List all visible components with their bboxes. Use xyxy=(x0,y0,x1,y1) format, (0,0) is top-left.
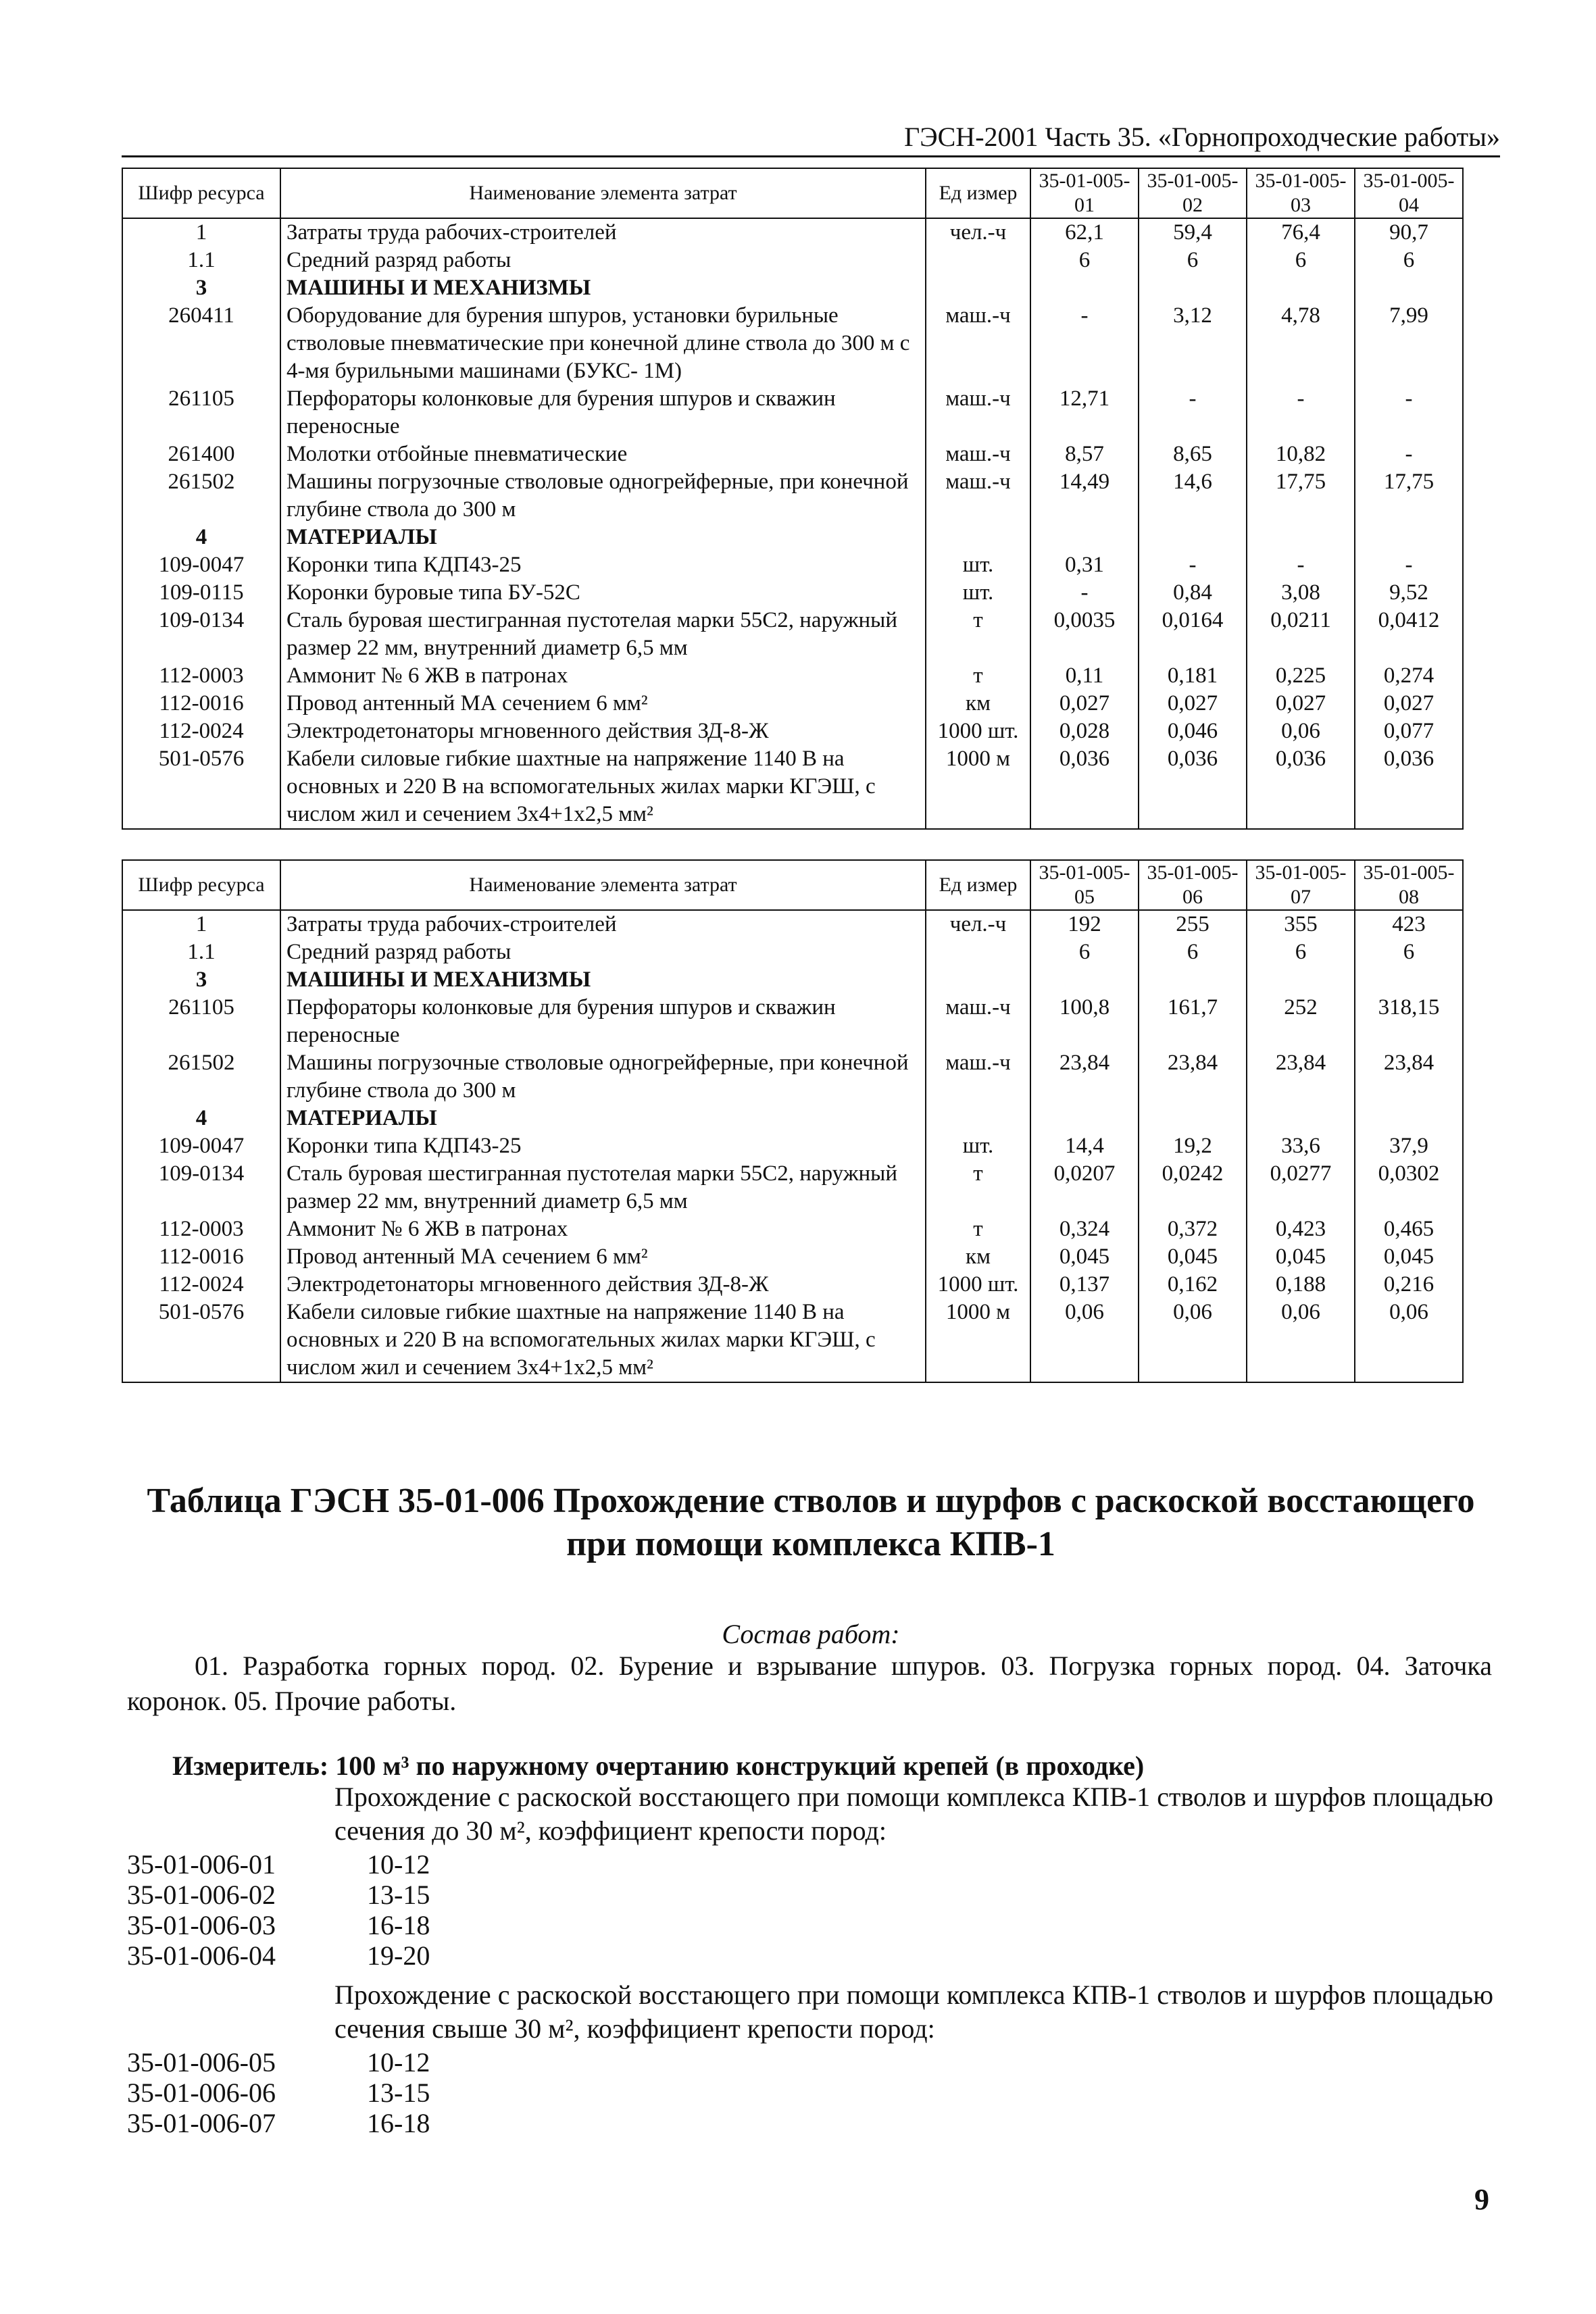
column-header-norm: 35-01-005-03 xyxy=(1247,168,1355,218)
norm-value: 10-12 xyxy=(367,2047,430,2078)
cell-value: 0,045 xyxy=(1030,1243,1139,1271)
list-item xyxy=(127,1910,430,1940)
cell-code: 112-0016 xyxy=(122,690,280,718)
table-row xyxy=(122,385,1463,441)
cell-value: 255 xyxy=(1139,910,1247,938)
cell-value: 0,06 xyxy=(1247,718,1355,745)
page-number: 9 xyxy=(1474,2183,1489,2216)
cell-code: 109-0115 xyxy=(122,579,280,607)
cell-code: 112-0003 xyxy=(122,662,280,690)
cell-name: Провод антенный МА сечением 6 мм² xyxy=(280,690,926,718)
table-row xyxy=(122,910,1463,938)
table-row xyxy=(122,1160,1463,1215)
list-item xyxy=(127,2047,430,2078)
cell-name: Машины погрузочные стволовые одногрейферные, при конечной глубине ствола до 300 м xyxy=(280,468,926,524)
section-row xyxy=(122,1105,1463,1132)
table-row xyxy=(122,938,1463,966)
cell-code: 3 xyxy=(122,274,280,302)
cell-value xyxy=(1139,274,1247,302)
cell-value: 6 xyxy=(1247,247,1355,274)
cell-unit: маш.-ч xyxy=(926,1049,1030,1105)
cell-unit: шт. xyxy=(926,551,1030,579)
cell-value: 23,84 xyxy=(1355,1049,1463,1105)
cell-value: 14,6 xyxy=(1139,468,1247,524)
cell-unit: чел.-ч xyxy=(926,218,1030,247)
cell-name: Коронки буровые типа БУ-52С xyxy=(280,579,926,607)
cell-value: 6 xyxy=(1355,938,1463,966)
cell-value: 0,06 xyxy=(1247,1299,1355,1382)
cell-value xyxy=(1355,1105,1463,1132)
cell-value: 90,7 xyxy=(1355,218,1463,247)
norm-value: 13-15 xyxy=(367,1880,430,1910)
table-row xyxy=(122,468,1463,524)
table-row xyxy=(122,1049,1463,1105)
cell-name: Перфораторы колонковые для бурения шпуров и скважин переносные xyxy=(280,385,926,441)
cell-value: 0,028 xyxy=(1030,718,1139,745)
cell-name: Кабели силовые гибкие шахтные на напряжение 1140 В на основных и 220 В на вспомогательных жилах марки КГЭШ, с числом жил и сечением 3х4+1х2,5 мм² xyxy=(280,745,926,829)
cell-value: 8,65 xyxy=(1139,441,1247,468)
table-row xyxy=(122,1132,1463,1160)
cell-name: Оборудование для бурения шпуров, установки бурильные стволовые пневматические при конечной длине ствола до 300 м с 4-мя бурильными машинами (БУКС- 1М) xyxy=(280,302,926,385)
cell-value: 14,49 xyxy=(1030,468,1139,524)
column-header-name: Наименование элемента затрат xyxy=(280,168,926,218)
norm-value: 13-15 xyxy=(367,2078,430,2108)
norm-value: 19-20 xyxy=(367,1940,430,1971)
cell-value: 33,6 xyxy=(1247,1132,1355,1160)
cell-code: 501-0576 xyxy=(122,745,280,829)
cell-name: Средний разряд работы xyxy=(280,247,926,274)
cell-unit: т xyxy=(926,607,1030,662)
cell-value: 423 xyxy=(1355,910,1463,938)
cell-value: 14,4 xyxy=(1030,1132,1139,1160)
cell-unit: км xyxy=(926,690,1030,718)
cell-value: 0,0211 xyxy=(1247,607,1355,662)
cell-code: 3 xyxy=(122,966,280,994)
cell-value: - xyxy=(1030,302,1139,385)
cell-value: 23,84 xyxy=(1247,1049,1355,1105)
cell-value: 3,08 xyxy=(1247,579,1355,607)
cell-value xyxy=(1030,966,1139,994)
cell-value: 0,465 xyxy=(1355,1215,1463,1243)
table-header-row xyxy=(122,168,1463,218)
table-row xyxy=(122,551,1463,579)
cell-code: 1.1 xyxy=(122,247,280,274)
cell-value: - xyxy=(1139,385,1247,441)
cell-value xyxy=(1139,966,1247,994)
table-row xyxy=(122,718,1463,745)
column-header-norm: 35-01-005-07 xyxy=(1247,860,1355,910)
cell-value: 0,188 xyxy=(1247,1271,1355,1299)
cell-code: 260411 xyxy=(122,302,280,385)
cell-value: 76,4 xyxy=(1247,218,1355,247)
cell-name: МАШИНЫ И МЕХАНИЗМЫ xyxy=(280,966,926,994)
cell-value xyxy=(1247,274,1355,302)
cell-value: 0,423 xyxy=(1247,1215,1355,1243)
cell-value: 0,027 xyxy=(1139,690,1247,718)
section-row xyxy=(122,524,1463,551)
cell-value: 59,4 xyxy=(1139,218,1247,247)
cell-value: 9,52 xyxy=(1355,579,1463,607)
cell-value: 0,137 xyxy=(1030,1271,1139,1299)
cell-unit: шт. xyxy=(926,579,1030,607)
cell-value: 0,06 xyxy=(1030,1299,1139,1382)
cell-unit: т xyxy=(926,662,1030,690)
cell-name: Аммонит № 6 ЖВ в патронах xyxy=(280,662,926,690)
norm-code: 35-01-006-01 xyxy=(127,1849,276,1880)
norm-code: 35-01-006-05 xyxy=(127,2047,276,2078)
list-item xyxy=(127,2108,430,2138)
list-item xyxy=(127,1880,430,1910)
norm-code: 35-01-006-06 xyxy=(127,2078,276,2108)
cell-code: 261400 xyxy=(122,441,280,468)
cell-value: 318,15 xyxy=(1355,994,1463,1049)
cell-value: 0,31 xyxy=(1030,551,1139,579)
cell-unit: т xyxy=(926,1215,1030,1243)
section-title: Таблица ГЭСН 35-01-006 Прохождение стволов и шурфов с раскоской восстающего при помощи комплекса КПВ-1 xyxy=(147,1482,1475,1563)
cell-name: Молотки отбойные пневматические xyxy=(280,441,926,468)
cell-name: Перфораторы колонковые для бурения шпуров и скважин переносные xyxy=(280,994,926,1049)
cell-value: 0,216 xyxy=(1355,1271,1463,1299)
cell-code: 1 xyxy=(122,218,280,247)
table-row xyxy=(122,1243,1463,1271)
cell-name: Кабели силовые гибкие шахтные на напряжение 1140 В на основных и 220 В на вспомогательных жилах марки КГЭШ, с числом жил и сечением 3х4+1х2,5 мм² xyxy=(280,1299,926,1382)
cell-value: 0,0164 xyxy=(1139,607,1247,662)
composition-text: 01. Разработка горных пород. 02. Бурение и взрывание шпуров. 03. Погрузка горных пород. 04. Заточка коронок. 05. Прочие работы. xyxy=(127,1651,1492,1716)
cell-value: 6 xyxy=(1030,938,1139,966)
running-header: ГЭСН-2001 Часть 35. «Горнопроходческие работы» xyxy=(122,120,1500,157)
norm-code: 35-01-006-07 xyxy=(127,2108,276,2138)
cell-value: 0,181 xyxy=(1139,662,1247,690)
cell-unit: маш.-ч xyxy=(926,385,1030,441)
cell-value xyxy=(1247,966,1355,994)
cell-value: 0,0207 xyxy=(1030,1160,1139,1215)
cell-value: 0,225 xyxy=(1247,662,1355,690)
cell-value xyxy=(1139,1105,1247,1132)
cell-value: 17,75 xyxy=(1355,468,1463,524)
cell-value: 0,274 xyxy=(1355,662,1463,690)
cell-value xyxy=(1355,524,1463,551)
norm-value: 16-18 xyxy=(367,2108,430,2138)
table-row xyxy=(122,607,1463,662)
cell-unit xyxy=(926,524,1030,551)
list-item xyxy=(127,1849,430,1880)
cell-value: 0,036 xyxy=(1355,745,1463,829)
cell-name: МАТЕРИАЛЫ xyxy=(280,1105,926,1132)
cell-value: 192 xyxy=(1030,910,1139,938)
cell-unit: маш.-ч xyxy=(926,468,1030,524)
cell-value: 23,84 xyxy=(1030,1049,1139,1105)
column-header-norm: 35-01-005-04 xyxy=(1355,168,1463,218)
cell-name: Средний разряд работы xyxy=(280,938,926,966)
table-row xyxy=(122,441,1463,468)
cell-value xyxy=(1139,524,1247,551)
column-header-name: Наименование элемента затрат xyxy=(280,860,926,910)
cell-name: Затраты труда рабочих-строителей xyxy=(280,910,926,938)
cell-name: Затраты труда рабочих-строителей xyxy=(280,218,926,247)
group-description: Прохождение с раскоской восстающего при помощи комплекса КПВ-1 стволов и шурфов площадью сечения свыше 30 м², коэффициент крепости пород: xyxy=(334,1980,1493,2044)
cell-value: 0,372 xyxy=(1139,1215,1247,1243)
meter-line: Измеритель: 100 м³ по наружному очертанию конструкций крепей (в проходке) xyxy=(172,1751,1145,1781)
cell-value xyxy=(1030,1105,1139,1132)
cell-value xyxy=(1355,274,1463,302)
cell-value: 0,0035 xyxy=(1030,607,1139,662)
cell-unit: 1000 м xyxy=(926,745,1030,829)
cell-unit xyxy=(926,966,1030,994)
cell-value: 0,84 xyxy=(1139,579,1247,607)
cell-value: - xyxy=(1355,385,1463,441)
resource-table-2 xyxy=(122,859,1464,1383)
table-row xyxy=(122,662,1463,690)
cell-value: 0,027 xyxy=(1030,690,1139,718)
cell-value: 0,162 xyxy=(1139,1271,1247,1299)
cell-value: - xyxy=(1355,551,1463,579)
cell-value: 0,036 xyxy=(1030,745,1139,829)
cell-unit xyxy=(926,247,1030,274)
cell-value: 0,06 xyxy=(1355,1299,1463,1382)
cell-value: 6 xyxy=(1247,938,1355,966)
table-row xyxy=(122,1215,1463,1243)
cell-code: 112-0003 xyxy=(122,1215,280,1243)
cell-code: 261105 xyxy=(122,994,280,1049)
cell-code: 261502 xyxy=(122,1049,280,1105)
table-row xyxy=(122,994,1463,1049)
cell-value: 62,1 xyxy=(1030,218,1139,247)
table-row xyxy=(122,690,1463,718)
cell-name: Аммонит № 6 ЖВ в патронах xyxy=(280,1215,926,1243)
cell-unit: шт. xyxy=(926,1132,1030,1160)
cell-name: МАШИНЫ И МЕХАНИЗМЫ xyxy=(280,274,926,302)
cell-value: 0,11 xyxy=(1030,662,1139,690)
cell-name: Электродетонаторы мгновенного действия ЗД-8-Ж xyxy=(280,718,926,745)
cell-value: 4,78 xyxy=(1247,302,1355,385)
cell-name: Коронки типа КДП43-25 xyxy=(280,1132,926,1160)
cell-value: 0,027 xyxy=(1247,690,1355,718)
cell-value: 100,8 xyxy=(1030,994,1139,1049)
norm-value: 10-12 xyxy=(367,1849,430,1880)
table-header-row xyxy=(122,860,1463,910)
cell-unit: маш.-ч xyxy=(926,441,1030,468)
cell-value: 0,077 xyxy=(1355,718,1463,745)
cell-value: 0,324 xyxy=(1030,1215,1139,1243)
cell-code: 1.1 xyxy=(122,938,280,966)
cell-value: 10,82 xyxy=(1247,441,1355,468)
cell-value xyxy=(1030,274,1139,302)
cell-value: 0,0412 xyxy=(1355,607,1463,662)
cell-code: 4 xyxy=(122,1105,280,1132)
column-header-code: Шифр ресурса xyxy=(122,860,280,910)
cell-unit: маш.-ч xyxy=(926,994,1030,1049)
column-header-code: Шифр ресурса xyxy=(122,168,280,218)
norm-value: 16-18 xyxy=(367,1910,430,1940)
cell-value: - xyxy=(1247,385,1355,441)
cell-unit xyxy=(926,1105,1030,1132)
cell-value: 19,2 xyxy=(1139,1132,1247,1160)
list-item xyxy=(127,1940,430,1971)
cell-value xyxy=(1355,966,1463,994)
table-row xyxy=(122,1299,1463,1382)
cell-code: 4 xyxy=(122,524,280,551)
cell-name: Коронки типа КДП43-25 xyxy=(280,551,926,579)
table-row xyxy=(122,745,1463,829)
cell-value xyxy=(1247,524,1355,551)
table-row xyxy=(122,247,1463,274)
list-item xyxy=(127,2078,430,2108)
cell-value: 7,99 xyxy=(1355,302,1463,385)
column-header-unit: Ед измер xyxy=(926,168,1030,218)
cell-value: 0,0302 xyxy=(1355,1160,1463,1215)
cell-value: - xyxy=(1355,441,1463,468)
cell-code: 261502 xyxy=(122,468,280,524)
cell-unit: 1000 м xyxy=(926,1299,1030,1382)
cell-name: МАТЕРИАЛЫ xyxy=(280,524,926,551)
cell-value: 12,71 xyxy=(1030,385,1139,441)
section-row xyxy=(122,274,1463,302)
cell-unit: 1000 шт. xyxy=(926,1271,1030,1299)
resource-table-1 xyxy=(122,168,1464,830)
cell-name: Сталь буровая шестигранная пустотелая марки 55С2, наружный размер 22 мм, внутренний диаметр 6,5 мм xyxy=(280,607,926,662)
cell-value: 252 xyxy=(1247,994,1355,1049)
cell-code: 109-0134 xyxy=(122,607,280,662)
cell-code: 1 xyxy=(122,910,280,938)
cell-value: 0,06 xyxy=(1139,1299,1247,1382)
cell-value: 6 xyxy=(1355,247,1463,274)
cell-value: 6 xyxy=(1030,247,1139,274)
cell-code: 261105 xyxy=(122,385,280,441)
cell-name: Провод антенный МА сечением 6 мм² xyxy=(280,1243,926,1271)
cell-value: - xyxy=(1030,579,1139,607)
cell-value: 0,036 xyxy=(1139,745,1247,829)
column-header-norm: 35-01-005-08 xyxy=(1355,860,1463,910)
cell-value: 3,12 xyxy=(1139,302,1247,385)
cell-code: 112-0024 xyxy=(122,1271,280,1299)
column-header-unit: Ед измер xyxy=(926,860,1030,910)
cell-value: 23,84 xyxy=(1139,1049,1247,1105)
cell-code: 109-0134 xyxy=(122,1160,280,1215)
cell-value: 0,027 xyxy=(1355,690,1463,718)
cell-value: - xyxy=(1247,551,1355,579)
table-row xyxy=(122,1271,1463,1299)
table-row xyxy=(122,302,1463,385)
cell-name: Электродетонаторы мгновенного действия ЗД-8-Ж xyxy=(280,1271,926,1299)
cell-unit: маш.-ч xyxy=(926,302,1030,385)
cell-unit: т xyxy=(926,1160,1030,1215)
norm-code-list xyxy=(127,2047,430,2138)
cell-value: 6 xyxy=(1139,938,1247,966)
norm-code: 35-01-006-03 xyxy=(127,1910,276,1940)
cell-value xyxy=(1247,1105,1355,1132)
cell-value: 0,046 xyxy=(1139,718,1247,745)
cell-value: 0,045 xyxy=(1355,1243,1463,1271)
composition-title: Состав работ: xyxy=(722,1619,900,1649)
cell-value: 17,75 xyxy=(1247,468,1355,524)
cell-value: 6 xyxy=(1139,247,1247,274)
cell-name: Машины погрузочные стволовые одногрейферные, при конечной глубине ствола до 300 м xyxy=(280,1049,926,1105)
cell-value: 0,045 xyxy=(1247,1243,1355,1271)
cell-unit xyxy=(926,938,1030,966)
column-header-norm: 35-01-005-02 xyxy=(1139,168,1247,218)
norm-code: 35-01-006-02 xyxy=(127,1880,276,1910)
column-header-norm: 35-01-005-05 xyxy=(1030,860,1139,910)
cell-value: - xyxy=(1139,551,1247,579)
column-header-norm: 35-01-005-06 xyxy=(1139,860,1247,910)
cell-code: 109-0047 xyxy=(122,1132,280,1160)
cell-code: 501-0576 xyxy=(122,1299,280,1382)
table-row xyxy=(122,579,1463,607)
table-row xyxy=(122,218,1463,247)
norm-code: 35-01-006-04 xyxy=(127,1940,276,1971)
cell-unit: км xyxy=(926,1243,1030,1271)
section-row xyxy=(122,966,1463,994)
cell-value xyxy=(1030,524,1139,551)
norm-code-list xyxy=(127,1849,430,1971)
cell-code: 112-0024 xyxy=(122,718,280,745)
cell-value: 0,045 xyxy=(1139,1243,1247,1271)
cell-unit: 1000 шт. xyxy=(926,718,1030,745)
cell-code: 112-0016 xyxy=(122,1243,280,1271)
cell-value: 0,0277 xyxy=(1247,1160,1355,1215)
cell-code: 109-0047 xyxy=(122,551,280,579)
cell-value: 37,9 xyxy=(1355,1132,1463,1160)
cell-value: 355 xyxy=(1247,910,1355,938)
group-description: Прохождение с раскоской восстающего при помощи комплекса КПВ-1 стволов и шурфов площадью сечения до 30 м², коэффициент крепости пород: xyxy=(334,1782,1493,1846)
cell-value: 8,57 xyxy=(1030,441,1139,468)
cell-value: 0,036 xyxy=(1247,745,1355,829)
cell-unit xyxy=(926,274,1030,302)
cell-value: 0,0242 xyxy=(1139,1160,1247,1215)
cell-value: 161,7 xyxy=(1139,994,1247,1049)
column-header-norm: 35-01-005-01 xyxy=(1030,168,1139,218)
cell-unit: чел.-ч xyxy=(926,910,1030,938)
cell-name: Сталь буровая шестигранная пустотелая марки 55С2, наружный размер 22 мм, внутренний диаметр 6,5 мм xyxy=(280,1160,926,1215)
